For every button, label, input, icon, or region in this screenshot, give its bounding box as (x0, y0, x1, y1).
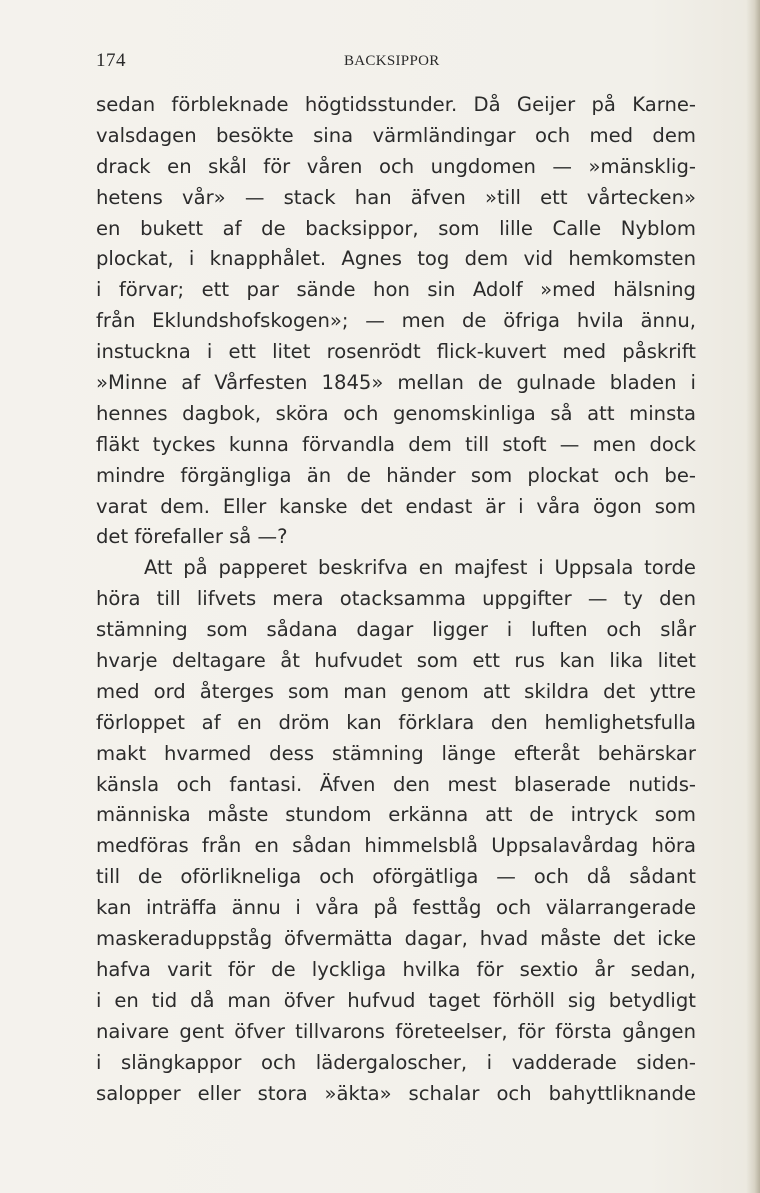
text-line: kan inträffa ännu i våra på festtåg och välarrangerade (96, 896, 696, 920)
paragraph-2 (96, 553, 696, 1109)
page-edge-shadow (746, 0, 760, 1193)
text-line: höra till lifvets mera otacksamma uppgifter — ty den (96, 587, 696, 611)
text-line: med ord återges som man genom att skildra det yttre (96, 679, 696, 703)
text-line: i förvar; ett par sände hon sin Adolf »med hälsning (96, 278, 696, 302)
text-line: till de oförlikneliga och oförgätliga — och då sådant (96, 865, 696, 889)
page-header (96, 50, 696, 74)
text-line: det förefaller så —? (96, 525, 288, 549)
text-line: fläkt tyckes kunna förvandla dem till stoft — men dock (96, 432, 696, 456)
text-line: medföras från en sådan himmelsblå Uppsalavårdag höra (96, 834, 696, 858)
text-line: känsla och fantasi. Äfven den mest blaserade nutids- (96, 772, 696, 796)
text-line: mindre förgängliga än de händer som plockat och be- (96, 463, 696, 487)
text-line: stämning som sådana dagar ligger i luften och slår (96, 618, 696, 642)
text-line: varat dem. Eller kanske det endast är i våra ögon som (96, 494, 696, 518)
text-line: hennes dagbok, sköra och genomskinliga så att minsta (96, 401, 696, 425)
body-text (96, 90, 696, 1109)
paragraph-1 (96, 90, 696, 553)
text-line: drack en skål för våren och ungdomen — »mänsklig- (96, 154, 696, 178)
page-number: 174 (96, 50, 126, 71)
text-line: människa måste stundom erkänna att de intryck som (96, 803, 696, 827)
text-line: hvarje deltagare åt hufvudet som ett rus kan lika litet (96, 649, 696, 673)
text-line: förloppet af en dröm kan förklara den hemlighetsfulla (96, 710, 696, 734)
text-line: hafva varit för de lyckliga hvilka för sextio år sedan, (96, 957, 696, 981)
text-line: instuckna i ett litet rosenrödt flick-kuvert med påskrift (96, 340, 696, 364)
text-line: »Minne af Vårfesten 1845» mellan de gulnade bladen i (96, 371, 696, 395)
text-line: makt hvarmed dess stämning länge efteråt behärskar (96, 741, 696, 765)
text-line: sedan förbleknade högtidsstunder. Då Geijer på Karne- (96, 93, 696, 116)
text-line: i en tid då man öfver hufvud taget förhöll sig betydligt (96, 988, 696, 1012)
text-line: från Eklundshofskogen»; — men de öfriga hvila ännu, (96, 309, 696, 333)
text-line: i slängkappor och lädergaloscher, i vadderade siden- (96, 1050, 696, 1074)
text-line: hetens vår» — stack han äfven »till ett vårtecken» (96, 185, 696, 209)
running-head: BACKSIPPOR (344, 53, 440, 69)
text-line: plockat, i knapphålet. Agnes tog dem vid hemkomsten (96, 247, 696, 271)
text-line: naivare gent öfver tillvarons företeelser, för första gången (96, 1019, 696, 1043)
text-line: valsdagen besökte sina värmländingar och med dem (96, 123, 696, 147)
text-line: salopper eller stora »äkta» schalar och bahyttliknande (96, 1081, 696, 1105)
text-line: en bukett af de backsippor, som lille Calle Nyblom (96, 216, 696, 240)
text-line: maskeraduppståg öfvermätta dagar, hvad måste det icke (96, 927, 696, 951)
text-line: Att på papperet beskrifva en majfest i Uppsala torde (144, 556, 696, 580)
